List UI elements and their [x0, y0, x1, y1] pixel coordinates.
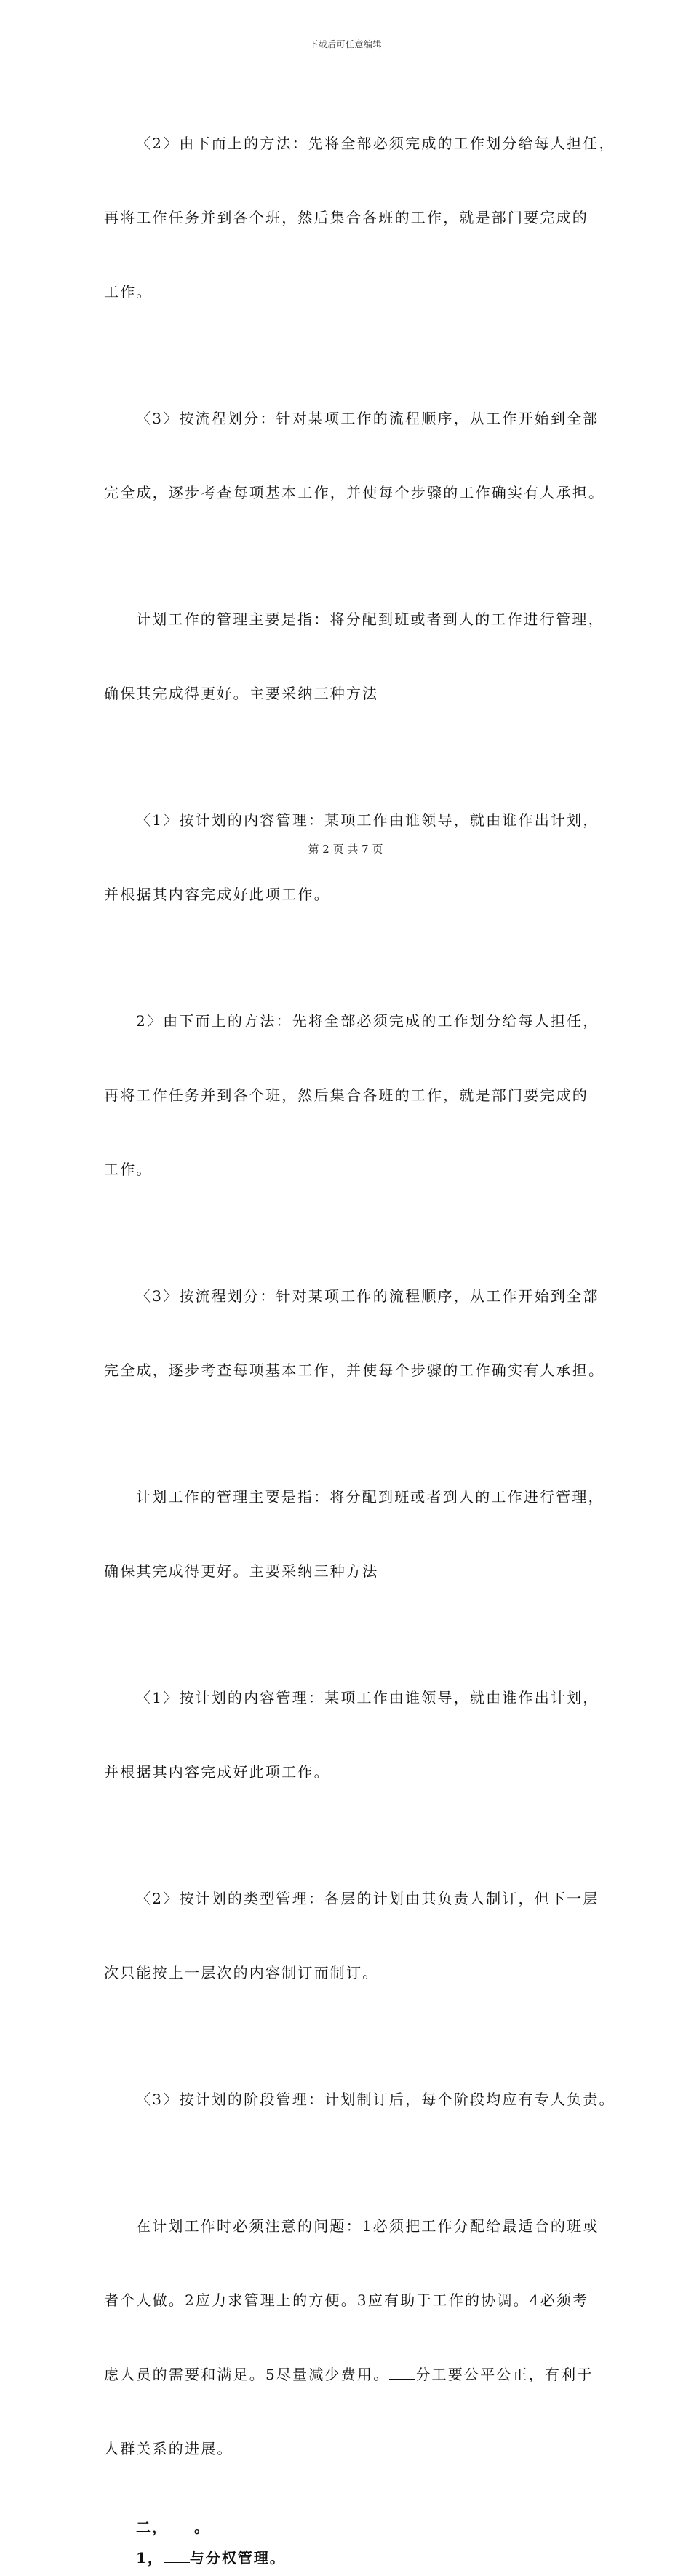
text-line: 完全成，逐步考查每项基本工作，并使每个步骤的工作确实有人承担。 — [104, 1361, 605, 1379]
text-line: 工作。 — [104, 283, 153, 301]
section-heading — [104, 2515, 599, 2540]
heading-suffix: 与分权管理。 — [189, 2549, 286, 2567]
paragraph — [104, 82, 615, 354]
paragraph — [104, 557, 604, 755]
blank-underline — [164, 2549, 190, 2563]
document-body — [104, 82, 615, 2576]
text-line: 确保其完成得更好。主要采纳三种方法 — [104, 1562, 379, 1580]
paragraph — [104, 1837, 599, 2035]
text-line: 〈1〉按计划的内容管理：某项工作由谁领导，就由谁作出计划， — [136, 1689, 599, 1706]
heading-prefix: 1， — [136, 2549, 164, 2567]
paragraph — [104, 357, 605, 554]
text-segment: 虑人员的需要和满足。5尽量减少费用。 — [104, 2366, 390, 2383]
text-line — [104, 2362, 599, 2387]
subsection-heading — [104, 2545, 599, 2570]
text-line: 〈3〉按流程划分：针对某项工作的流程顺序，从工作开始到全部 — [136, 1287, 599, 1305]
text-line: 〈3〉按计划的阶段管理：计划制订后，每个阶段均应有专人负责。 — [136, 2091, 615, 2108]
text-line: 再将工作任务并到各个班，然后集合各班的工作，就是部门要完成的 — [104, 209, 588, 226]
text-line: 在计划工作时必须注意的问题：1必须把工作分配给最适合的班或 — [136, 2217, 599, 2235]
heading-suffix: 。 — [194, 2519, 210, 2536]
paragraph — [104, 758, 599, 956]
text-line: 次只能按上一层次的内容制订而制订。 — [104, 1964, 379, 1981]
text-line: 〈3〉按流程划分：针对某项工作的流程顺序，从工作开始到全部 — [136, 410, 599, 427]
text-line: 计划工作的管理主要是指：将分配到班或者到人的工作进行管理， — [136, 1488, 604, 1506]
text-line: 再将工作任务并到各个班，然后集合各班的工作，就是部门要完成的 — [104, 1086, 588, 1104]
text-line: 并根据其内容完成好此项工作。 — [104, 1763, 330, 1781]
text-line: 者个人做。2应力求管理上的方便。3应有助于工作的协调。4必须考 — [104, 2291, 589, 2309]
blank-underline — [168, 2519, 194, 2532]
blank-underline — [389, 2366, 415, 2380]
text-line: 确保其完成得更好。主要采纳三种方法 — [104, 685, 379, 702]
text-line: 〈2〉由下而上的方法：先将全部必须完成的工作划分给每人担任， — [136, 135, 615, 152]
text-line: 〈1〉按计划的内容管理：某项工作由谁领导，就由谁作出计划， — [136, 811, 599, 829]
text-line: 计划工作的管理主要是指：将分配到班或者到人的工作进行管理， — [136, 611, 604, 628]
paragraph — [104, 1636, 599, 1834]
page-footer: 第 2 页 共 7 页 — [308, 843, 383, 856]
text-line: 人群关系的进展。 — [104, 2440, 233, 2457]
paragraph — [104, 1234, 605, 1432]
text-line: 工作。 — [104, 1161, 153, 1178]
paragraph — [104, 959, 599, 1231]
text-segment: 分工要公平公正，有利于 — [415, 2366, 594, 2383]
text-line: 并根据其内容完成好此项工作。 — [104, 886, 330, 903]
text-line: 〈2〉按计划的类型管理：各层的计划由其负责人制订，但下一层 — [136, 1890, 599, 1907]
paragraph — [104, 2038, 615, 2161]
paragraph — [104, 1435, 604, 1633]
heading-prefix: 二， — [136, 2519, 168, 2536]
text-line: 2〉由下而上的方法：先将全部必须完成的工作划分给每人担任， — [136, 1012, 599, 1030]
text-line: 完全成，逐步考查每项基本工作，并使每个步骤的工作确实有人承担。 — [104, 484, 605, 501]
page-header: 下载后可任意编辑 — [308, 39, 382, 49]
paragraph — [104, 2164, 599, 2511]
